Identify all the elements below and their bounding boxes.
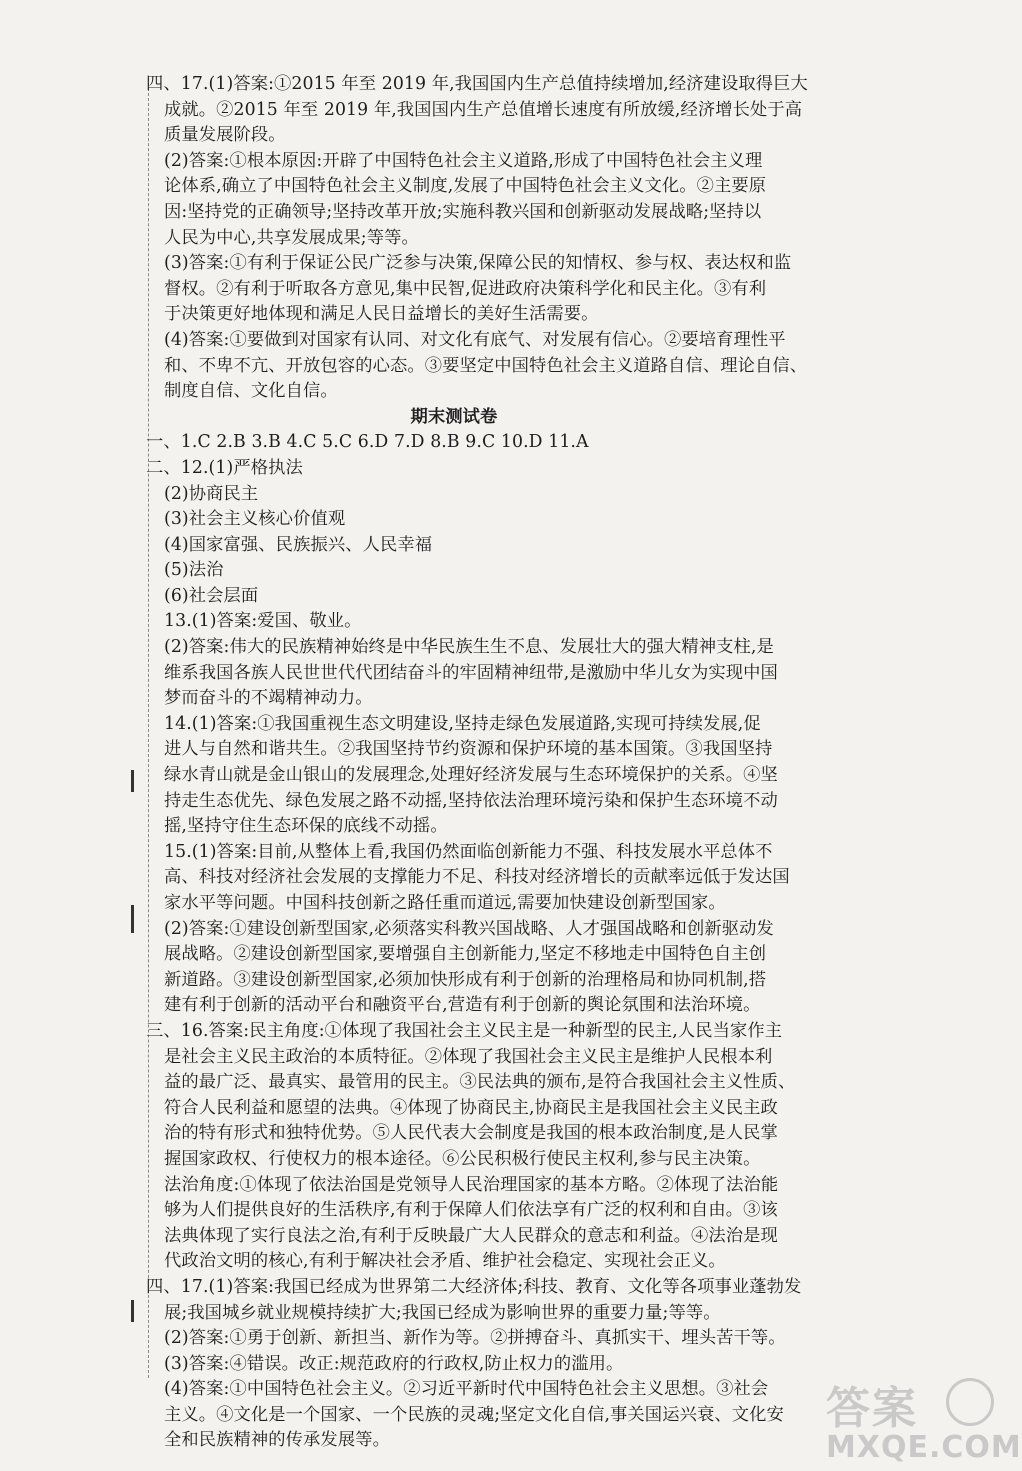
text-line: (2)答案:①勇于创新、新担当、新作为等。②拼搏奋斗、真抓实干、埋头苦干等。 [164,1328,786,1349]
text-line: (5)法治 [164,560,224,581]
text-line: 摇,坚持守住生态环保的底线不动摇。 [164,816,448,837]
text-line: 因:坚持党的正确领导;坚持改革开放;实施科教兴国和创新驱动发展战略;坚持以 [164,201,762,222]
section-title: 期末测试卷 [410,406,498,427]
text-line: (4)答案:①中国特色社会主义。②习近平新时代中国特色社会主义思想。③社会 [164,1379,769,1400]
text-line: 二、12.(1)严格执法 [146,457,303,478]
text-line: (6)社会层面 [164,585,259,606]
text-line: (2)答案:伟大的民族精神始终是中华民族生生不息、发展壮大的强大精神支柱,是 [164,637,774,658]
text-line: 梦而奋斗的不竭精神动力。 [164,688,373,709]
text-line: 成就。②2015 年至 2019 年,我国国内生产总值增长速度有所放缓,经济增长处于高 [164,99,803,120]
text-line: (3)答案:④错误。改正:规范政府的行政权,防止权力的滥用。 [164,1353,624,1374]
text-line: (4)国家富强、民族振兴、人民幸福 [164,534,433,555]
margin-mark [131,770,134,792]
text-line: 一、1.C 2.B 3.B 4.C 5.C 6.D 7.D 8.B 9.C 10.D 11.A [146,432,589,453]
text-line: 代政治文明的核心,有利于解决社会矛盾、维护社会稳定、实现社会正义。 [164,1251,726,1272]
text-line: 展战略。②建设创新型国家,要增强自主创新能力,坚定不移地走中国特色自主创 [164,944,767,965]
text-line: 握国家政权、行使权力的根本途径。⑥公民积极行使民主权利,参与民主决策。 [164,1148,761,1169]
text-line: 于决策更好地体现和满足人民日益增长的美好生活需要。 [164,304,599,325]
text-line: 益的最广泛、最真实、最管用的民主。③民法典的颁布,是符合我国社会主义性质、 [164,1072,796,1093]
text-line: 治的特有形式和独特优势。⑤人民代表大会制度是我国的根本政治制度,是人民掌 [164,1123,778,1144]
text-line: 14.(1)答案:①我国重视生态文明建设,坚持走绿色发展道路,实现可持续发展,促 [164,713,761,734]
text-line: 三、16.答案:民主角度:①体现了我国社会主义民主是一种新型的民主,人民当家作主 [146,1020,783,1041]
text-line: 符合人民利益和愿望的法典。④体现了协商民主,协商民主是我国社会主义民主政 [164,1097,778,1118]
text-line: 法典体现了实行良法之治,有利于反映最广大人民群众的意志和利益。④法治是现 [164,1225,778,1246]
text-line: 15.(1)答案:目前,从整体上看,我国仍然面临创新能力不强、科技发展水平总体不 [164,841,773,862]
watermark-badge-icon [946,1378,994,1426]
text-line: 够为人们提供良好的生活秩序,有利于保障人们依法享有广泛的权利和自由。③该 [164,1200,778,1221]
text-line: 展;我国城乡就业规模持续扩大;我国已经成为影响世界的重要力量;等等。 [164,1302,721,1323]
text-line: 绿水青山就是金山银山的发展理念,处理好经济发展与生态环境保护的关系。④坚 [164,765,778,786]
text-line: 和、不卑不亢、开放包容的心态。③要坚定中国特色社会主义道路自信、理论自信、 [164,355,808,376]
text-line: 督权。②有利于听取各方意见,集中民智,促进政府决策科学化和民主化。③有利 [164,278,767,299]
text-line: 13.(1)答案:爱国、敬业。 [164,611,362,632]
text-line: (3)社会主义核心价值观 [164,509,346,530]
text-line: 主义。④文化是一个国家、一个民族的灵魂;坚定文化自信,事关国运兴衰、文化安 [164,1404,784,1425]
text-line: 新道路。③建设创新型国家,必须加快形成有利于创新的治理格局和协同机制,搭 [164,969,767,990]
text-line: 持走生态优先、绿色发展之路不动摇,坚持依法治理环境污染和保护生态环境不动 [164,790,778,811]
watermark-url: MXQE.COM [826,1430,1022,1465]
text-line: 进人与自然和谐共生。②我国坚持节约资源和保护环境的基本国策。③我国坚持 [164,739,773,760]
text-line: 是社会主义民主政治的本质特征。②体现了我国社会主义民主是维护人民根本利 [164,1046,773,1067]
text-line: (2)答案:①根本原因:开辟了中国特色社会主义道路,形成了中国特色社会主义理 [164,150,763,171]
text-line: 制度自信、文化自信。 [164,381,338,402]
answer-text-block [146,72,808,1454]
text-line: (3)答案:①有利于保证公民广泛参与决策,保障公民的知情权、参与权、表达权和监 [164,253,792,274]
text-line: 论体系,确立了中国特色社会主义制度,发展了中国特色社会主义文化。②主要原 [164,176,767,197]
text-line: 四、17.(1)答案:我国已经成为世界第二大经济体;科技、教育、文化等各项事业蓬勃发 [146,1276,802,1297]
margin-mark [131,905,134,933]
text-line: 建有利于创新的活动平台和融资平台,营造有利于创新的舆论氛围和法治环境。 [164,995,761,1016]
text-line: (4)答案:①要做到对国家有认同、对文化有底气、对发展有信心。②要培育理性平 [164,329,786,350]
text-line: 家水平等问题。中国科技创新之路任重而道远,需要加快建设创新型国家。 [164,893,726,913]
text-line: 高、科技对经济社会发展的支撑能力不足、科技对经济增长的贡献率远低于发达国 [164,867,790,888]
text-line: (2)协商民主 [164,483,259,504]
text-line: 人民为中心,共享发展成果;等等。 [164,227,419,248]
watermark-logo-text: 答案 [826,1383,918,1434]
text-line: 法治角度:①体现了依法治国是党领导人民治理国家的基本方略。②体现了法治能 [164,1174,779,1195]
text-line: 四、17.(1)答案:①2015 年至 2019 年,我国国内生产总值持续增加,经济建设取得巨大 [146,74,808,94]
text-line: 全和民族精神的传承发展等。 [164,1430,390,1451]
text-line: 质量发展阶段。 [164,125,286,146]
site-watermark [826,1372,1022,1467]
text-line: 维系我国各族人民世世代代团结奋斗的牢固精神纽带,是激励中华儿女为实现中国 [164,662,778,683]
margin-mark [131,1300,134,1322]
text-line: (2)答案:①建设创新型国家,必须落实科教兴国战略、人才强国战略和创新驱动发 [164,918,774,939]
